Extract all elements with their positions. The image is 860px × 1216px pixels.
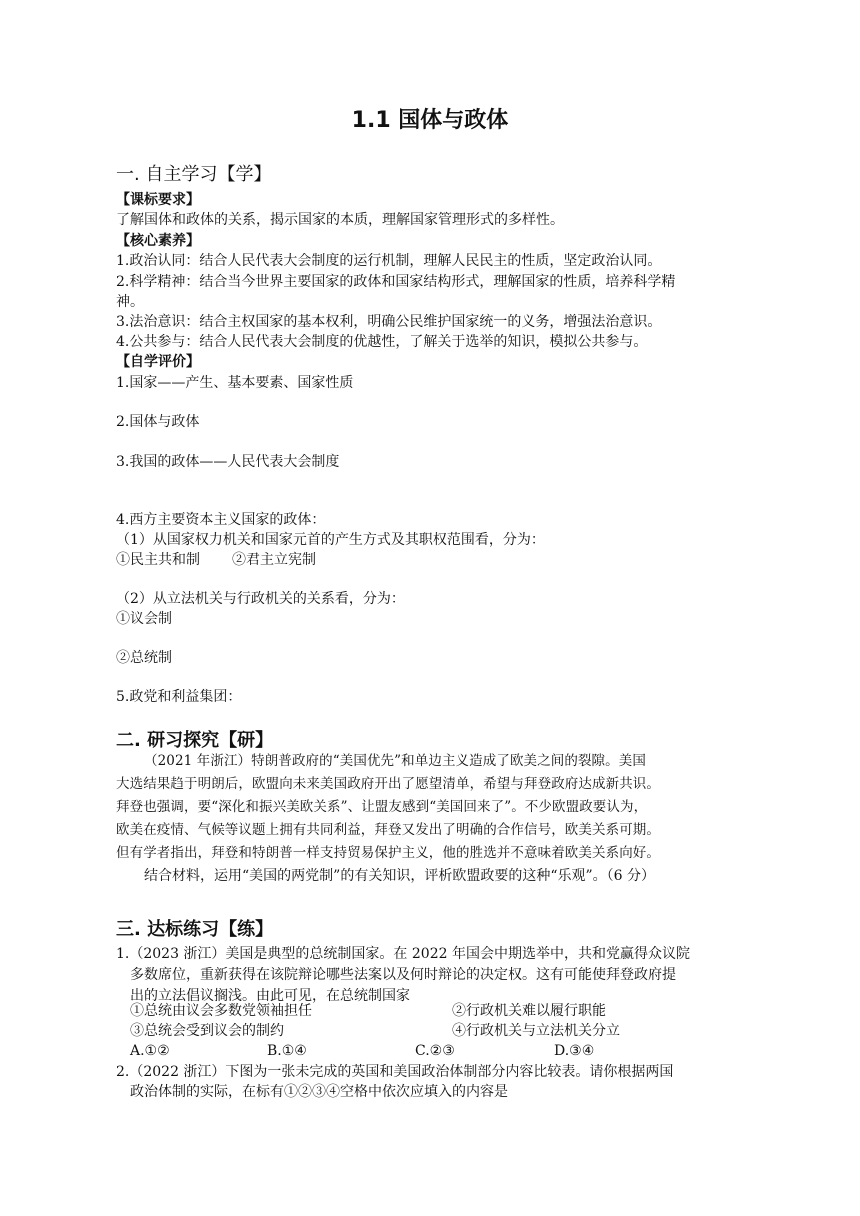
zixue-sub-1-b: ②君主立宪制 bbox=[232, 552, 316, 568]
q1-option-2: ②行政机关难以履行职能 bbox=[452, 1003, 606, 1019]
q1-option-3: ③总统会受到议会的制约 bbox=[130, 1023, 284, 1039]
kebiao-heading: 【课标要求】 bbox=[116, 192, 200, 208]
q1-choice-b: B.①④ bbox=[267, 1043, 307, 1059]
zixue-sub-2: （2）从立法机关与行政机关的关系看，分为： bbox=[116, 591, 405, 607]
zixue-sub-2-b: ②总统制 bbox=[116, 650, 172, 666]
question-text: 结合材料，运用“美国的两党制”的有关知识，评析欧盟政要的这种“乐观”。（6 分） bbox=[144, 868, 655, 884]
material-line: 拜登也强调，要“深化和振兴美欧关系”、让盟友感到“美国回来了”。不少欧盟政要认为， bbox=[116, 799, 648, 815]
q1-line: 出的立法倡议搁浅。由此可见，在总统制国家 bbox=[130, 988, 410, 1004]
zixue-item-3: 3.我国的政体——人民代表大会制度 bbox=[116, 454, 340, 470]
zixue-item-4: 4.西方主要资本主义国家的政体： bbox=[116, 512, 326, 528]
zixue-heading: 【自学评价】 bbox=[116, 354, 200, 370]
material-line: （2021 年浙江）特朗普政府的“美国优先”和单边主义造成了欧美之间的裂隙。美国 bbox=[144, 753, 646, 769]
hexin-item: 2.科学精神：结合当今世界主要国家的政体和国家结构形式，理解国家的性质，培养科学精 bbox=[116, 274, 676, 290]
q1-choice-c: C.②③ bbox=[415, 1043, 455, 1059]
hexin-item: 神。 bbox=[116, 294, 144, 310]
zixue-sub-1: （1）从国家权力机关和国家元首的产生方式及其职权范围看，分为： bbox=[116, 532, 545, 548]
q1-line: 多数席位，重新获得在该院辩论哪些法案以及何时辩论的决定权。这有可能使拜登政府提 bbox=[130, 967, 676, 983]
q1-option-1: ①总统由议会多数党领袖担任 bbox=[130, 1003, 312, 1019]
q1-choice-d: D.③④ bbox=[554, 1043, 595, 1059]
zixue-item-2: 2.国体与政体 bbox=[116, 414, 200, 430]
q2-line: 政治体制的实际，在标有①②③④空格中依次应填入的内容是 bbox=[130, 1084, 508, 1100]
material-line: 大选结果趋于明朗后，欧盟向未来美国政府开出了愿望清单，希望与拜登政府达成新共识。 bbox=[116, 776, 660, 792]
page-title: 1.1 国体与政体 bbox=[351, 108, 509, 133]
section-3-heading: 三. 达标练习【练】 bbox=[116, 919, 274, 940]
hexin-item: 1.政治认同：结合人民代表大会制度的运行机制，理解人民民主的性质，坚定政治认同。 bbox=[116, 253, 662, 269]
material-line: 欧美在疫情、气候等议题上拥有共同利益，拜登又发出了明确的合作信号，欧美关系可期。 bbox=[116, 822, 660, 838]
hexin-heading: 【核心素养】 bbox=[116, 233, 200, 249]
section-1-heading: 一. 自主学习【学】 bbox=[116, 164, 272, 185]
zixue-item-1: 1.国家——产生、基本要素、国家性质 bbox=[116, 375, 354, 391]
zixue-sub-2-a: ①议会制 bbox=[116, 611, 172, 627]
zixue-sub-1-a: ①民主共和制 bbox=[116, 552, 200, 568]
q1-choice-a: A.①② bbox=[130, 1043, 170, 1059]
q1-option-4: ④行政机关与立法机关分立 bbox=[452, 1023, 620, 1039]
hexin-item: 3.法治意识：结合主权国家的基本权利，明确公民维护国家统一的义务，增强法治意识。 bbox=[116, 314, 662, 330]
kebiao-text: 了解国体和政体的关系，揭示国家的本质，理解国家管理形式的多样性。 bbox=[116, 212, 564, 228]
material-line: 但有学者指出，拜登和特朗普一样支持贸易保护主义，他的胜选并不意味着欧美关系向好。 bbox=[116, 845, 660, 861]
q1-line: 1.（2023 浙江）美国是典型的总统制国家。在 2022 年国会中期选举中，共和党赢得众议院 bbox=[116, 946, 690, 962]
zixue-item-5: 5.政党和利益集团： bbox=[116, 689, 242, 705]
hexin-item: 4.公共参与：结合人民代表大会制度的优越性，了解关于选举的知识，模拟公共参与。 bbox=[116, 334, 648, 350]
q2-line: 2.（2022 浙江）下图为一张未完成的英国和美国政治体制部分内容比较表。请你根据两国 bbox=[116, 1064, 674, 1080]
section-2-heading: 二. 研习探究【研】 bbox=[116, 730, 274, 751]
